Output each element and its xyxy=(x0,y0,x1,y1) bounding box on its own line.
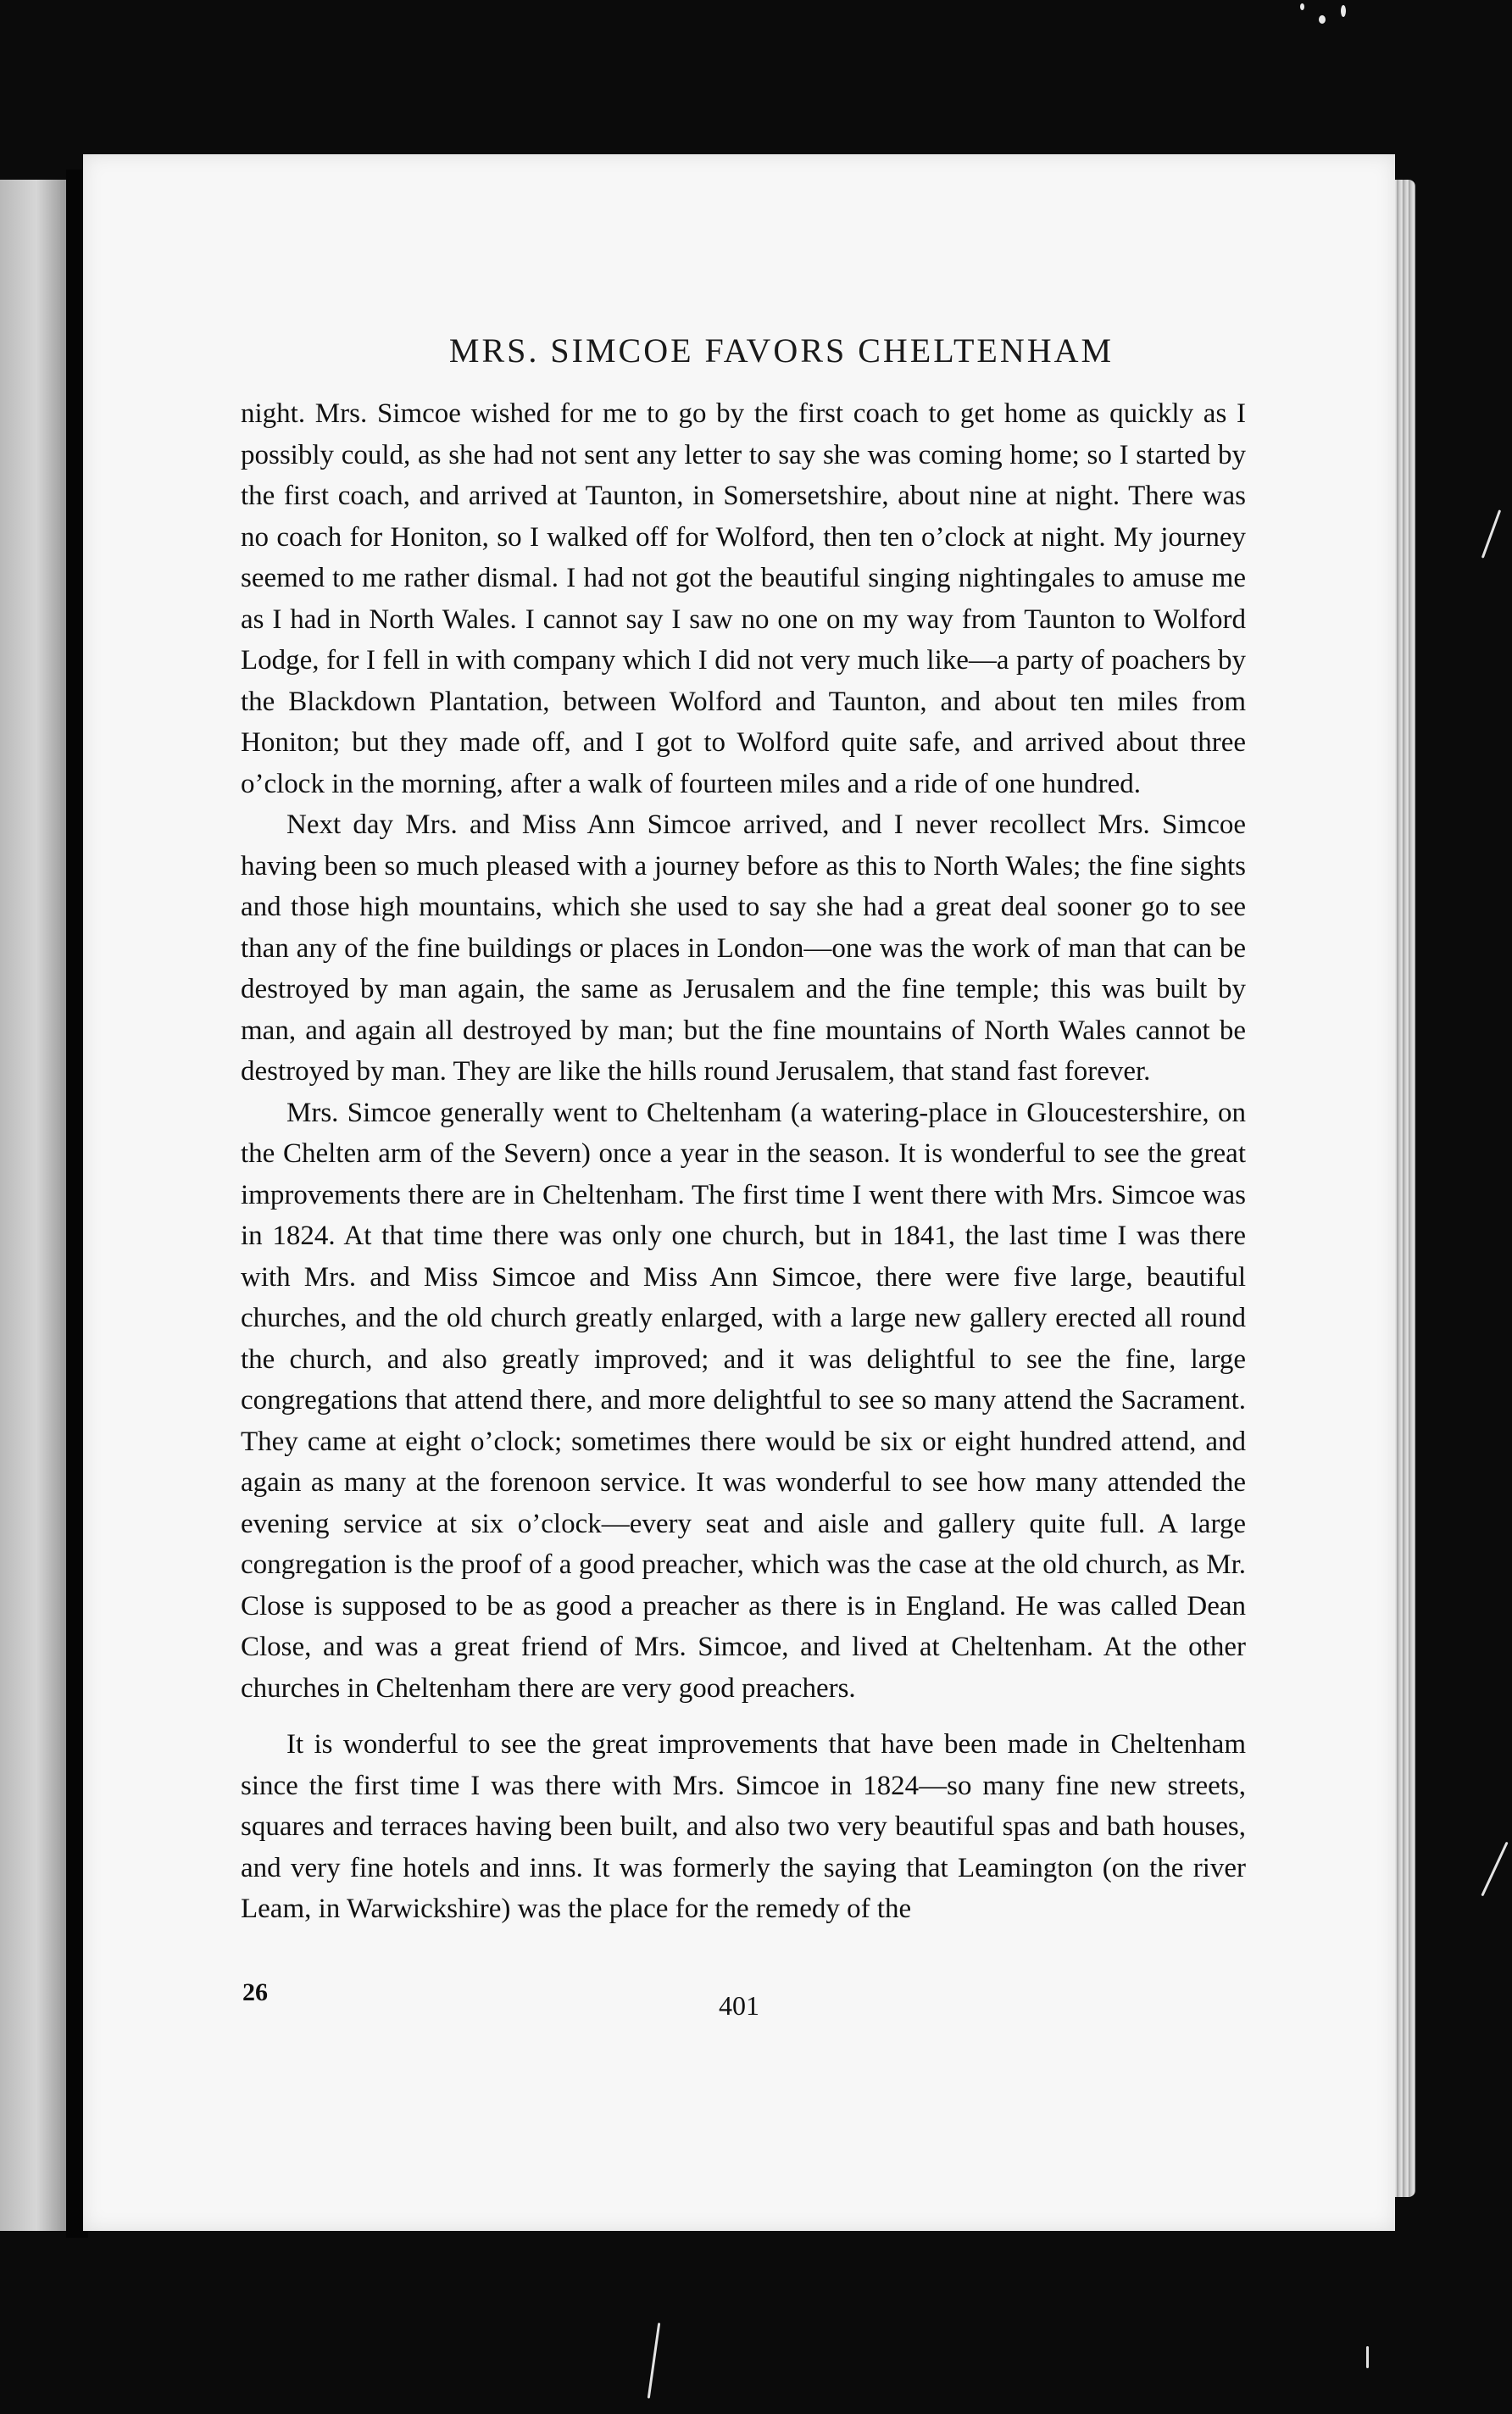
paragraph: Mrs. Simcoe generally went to Cheltenham (a watering-place in Gloucestershire, on the Chelten arm of the Severn) once a year in the season. It is wonderful to see the great improvements there are in Cheltenham. The first time I went there with Mrs. Simcoe was in 1824. At that time there was only one church, but in 1841, the last time I was there with Mrs. and Miss Simcoe and Miss Ann Simcoe, there were five large, beautiful churches, and the old church greatly enlarged, with a large new gallery erected all round the church, and also greatly improved; and it was delightful to see the fine, large congregations that attend there, and more delightful to see so many attend the Sacrament. They came at eight o’clock; sometimes there would be six or eight hundred attend, and again as many at the forenoon service. It was wonderful to see how many attended the evening service at six o’clock—every seat and aisle and gallery quite full. A large congregation is the proof of a good preacher, which was the case at the old church, as Mr. Close is supposed to be as good a preacher as there is in England. He was called Dean Close, and was a great friend of Mrs. Simcoe, and lived at Cheltenham. At the other churches in Cheltenham there are very good preachers. xyxy=(241,1097,1246,1704)
film-speck xyxy=(1341,5,1346,17)
page-number: 401 xyxy=(719,1990,759,2021)
facing-page-edge xyxy=(0,180,66,2231)
signature-mark: 26 xyxy=(242,1978,268,2006)
film-speck xyxy=(1319,15,1326,24)
film-scratch xyxy=(1481,1842,1508,1897)
running-head: MRS. SIMCOE FAVORS CHELTENHAM xyxy=(448,331,1115,370)
film-scratch xyxy=(1366,2346,1369,2368)
paragraph: Next day Mrs. and Miss Ann Simcoe arrived, and I never recollect Mrs. Simcoe having been so much pleased with a journey before as this to North Wales; the fine sights and those high mountains, which she used to say she had a great deal sooner go to see than any of the fine buildings or places in London—one was the work of man that can be destroyed by man again, the same as Jerusalem and the fine temple; this was built by man, and again all destroyed by man; but the fine mountains of North Wales cannot be destroyed by man. They are like the hills round Jerusalem, that stand fast forever. xyxy=(241,809,1246,1087)
film-speck xyxy=(1300,3,1304,10)
paragraph: night. Mrs. Simcoe wished for me to go by the first coach to get home as quickly as I possibly could, as she had not sent any letter to say she was coming home; so I started by the first coach, and arrived at Taunton, in Somersetshire, about nine at night. There was no coach for Honiton, so I walked off for Wolford, then ten o’clock at night. My journey seemed to me rather dismal. I had not got the beautiful singing nightingales to amuse me as I had in North Wales. I cannot say I saw no one on my way from Taunton to Wolford Lodge, for I fell in with company which I did not very much like—a party of poachers by the Blackdown Plantation, between Wolford and Taunton, and about ten miles from Honiton; but they made off, and I got to Wolford quite safe, and arrived about three o’clock in the morning, after a walk of fourteen miles and a ride of one hundred. xyxy=(241,398,1246,799)
film-scratch xyxy=(1481,509,1501,558)
paragraph: It is wonderful to see the great improvements that have been made in Cheltenham since the first time I was there with Mrs. Simcoe in 1824—so many fine new streets, squares and terraces having been built, and also two very beautiful spas and bath houses, and very fine hotels and inns. It was formerly the saying that Leamington (on the river Leam, in Warwickshire) was the place for the remedy of the xyxy=(241,1729,1246,1924)
book-page xyxy=(83,154,1395,2231)
film-scratch xyxy=(648,2322,660,2399)
body-text xyxy=(241,393,1246,1930)
